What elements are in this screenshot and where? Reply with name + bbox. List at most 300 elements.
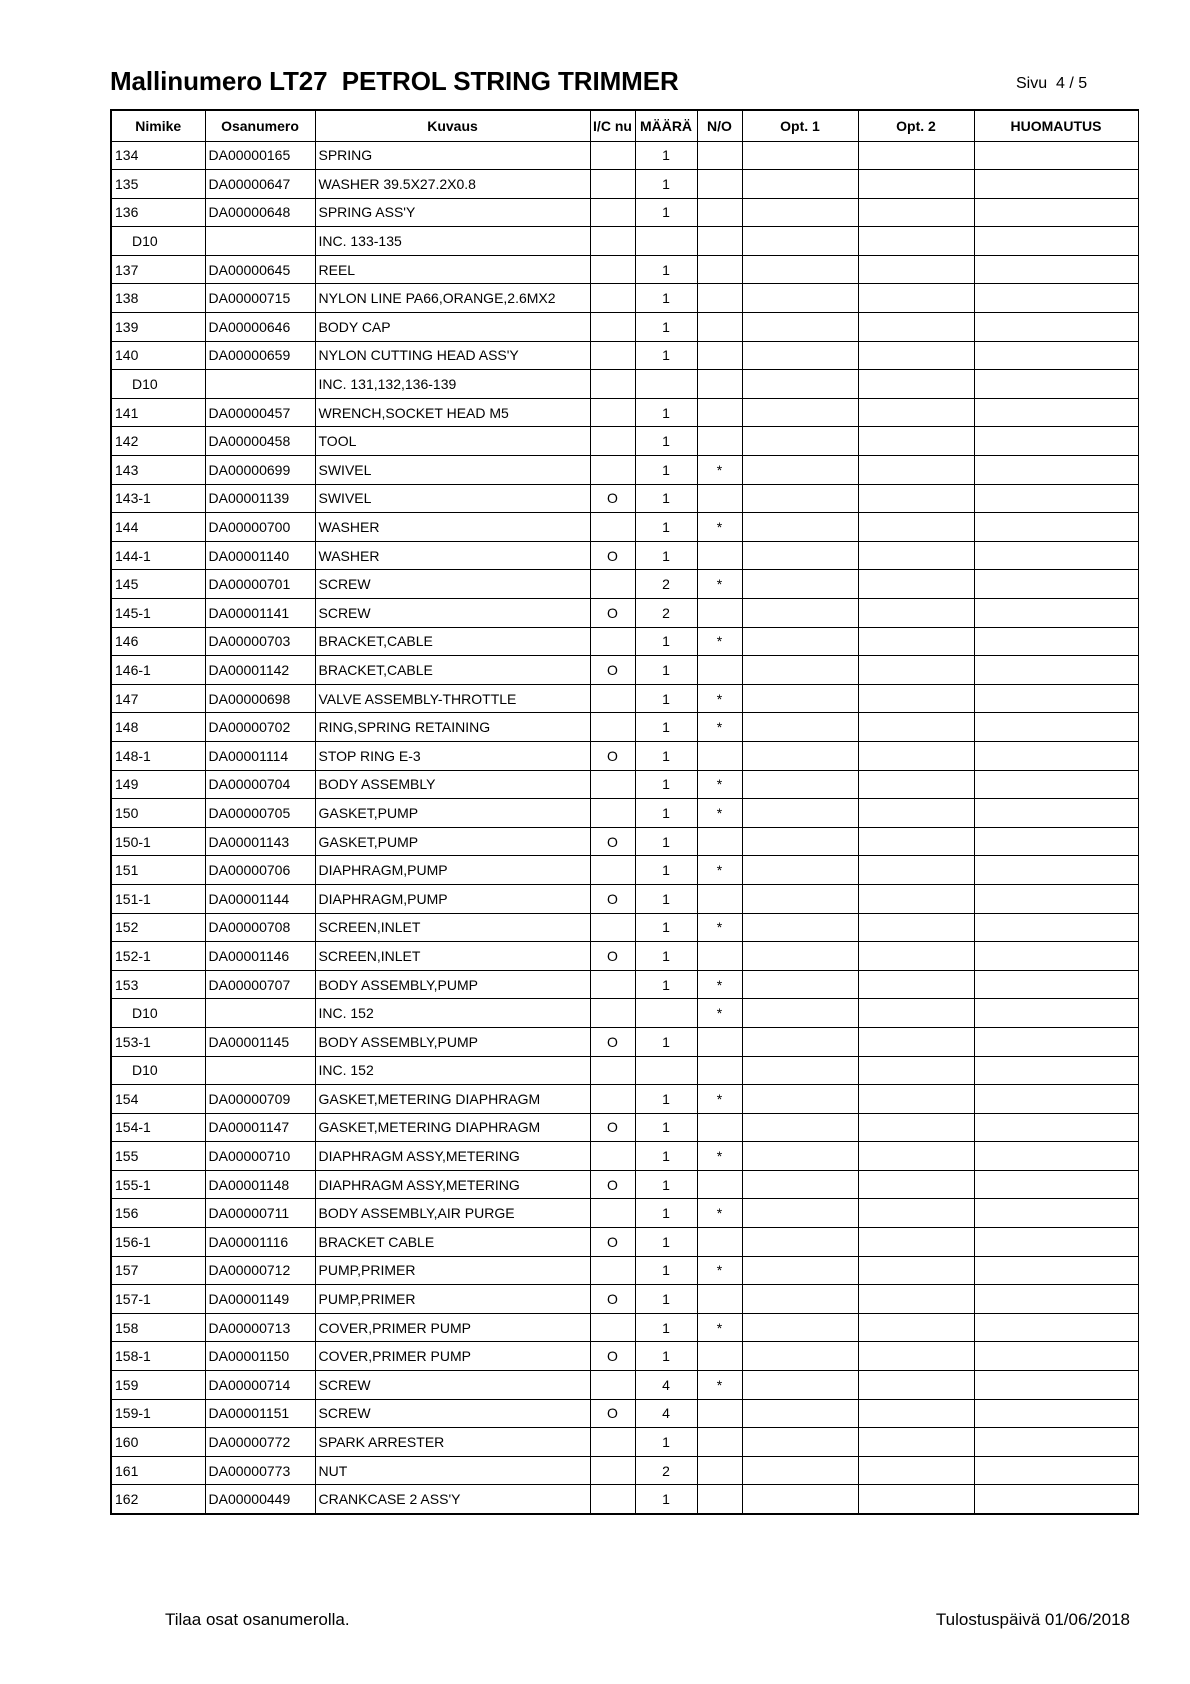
opt1-cell [742,1428,858,1457]
part-number [205,999,315,1028]
item-number: 146 [111,627,205,656]
quantity: 4 [635,1399,697,1428]
table-row [111,141,1138,170]
no-mark: * [697,713,742,742]
quantity: 1 [635,1027,697,1056]
description: SWIVEL [315,484,590,513]
opt1-cell [742,570,858,599]
description: VALVE ASSEMBLY-THROTTLE [315,684,590,713]
opt2-cell [858,627,974,656]
remark-cell [974,1428,1138,1457]
part-number: DA00000701 [205,570,315,599]
quantity: 1 [635,1285,697,1314]
quantity: 1 [635,1313,697,1342]
remark-cell [974,1399,1138,1428]
opt1-cell [742,1170,858,1199]
item-number: 153 [111,970,205,999]
opt1-cell [742,255,858,284]
table-row [111,1142,1138,1171]
opt1-cell [742,884,858,913]
item-number: D10 [111,999,205,1028]
item-number: 152 [111,913,205,942]
opt1-cell [742,1256,858,1285]
no-mark [697,1399,742,1428]
part-number: DA00000646 [205,313,315,342]
quantity: 2 [635,599,697,628]
description: DIAPHRAGM ASSY,METERING [315,1142,590,1171]
quantity: 1 [635,1256,697,1285]
ic-number [590,198,635,227]
remark-cell [974,856,1138,885]
ic-number [590,970,635,999]
table-row [111,1113,1138,1142]
description: INC. 131,132,136-139 [315,370,590,399]
quantity: 1 [635,799,697,828]
opt1-cell [742,942,858,971]
quantity: 1 [635,856,697,885]
col-header-osanumero: Osanumero [205,110,315,141]
part-number: DA00000457 [205,398,315,427]
no-mark [697,1456,742,1485]
opt2-cell [858,856,974,885]
quantity: 1 [635,1428,697,1457]
col-header-opt2: Opt. 2 [858,110,974,141]
opt1-cell [742,1342,858,1371]
item-number: 146-1 [111,656,205,685]
description: BODY ASSEMBLY,PUMP [315,970,590,999]
description: GASKET,METERING DIAPHRAGM [315,1113,590,1142]
part-number: DA00000700 [205,513,315,542]
no-mark: * [697,513,742,542]
remark-cell [974,942,1138,971]
item-number: 159-1 [111,1399,205,1428]
ic-number [590,627,635,656]
description: WASHER 39.5X27.2X0.8 [315,170,590,199]
ic-number [590,1371,635,1400]
table-row [111,541,1138,570]
part-number [205,370,315,399]
quantity: 1 [635,884,697,913]
part-number: DA00000659 [205,341,315,370]
remark-cell [974,1485,1138,1514]
table-row [111,1456,1138,1485]
opt1-cell [742,599,858,628]
opt2-cell [858,370,974,399]
opt1-cell [742,856,858,885]
description: SPARK ARRESTER [315,1428,590,1457]
table-row [111,227,1138,256]
item-number: 155-1 [111,1170,205,1199]
ic-number [590,370,635,399]
opt2-cell [858,1371,974,1400]
quantity: 1 [635,198,697,227]
quantity: 1 [635,1199,697,1228]
no-mark [697,656,742,685]
no-mark [697,942,742,971]
opt2-cell [858,1199,974,1228]
description: NYLON CUTTING HEAD ASS'Y [315,341,590,370]
part-number: DA00000707 [205,970,315,999]
description: BODY ASSEMBLY [315,770,590,799]
remark-cell [974,656,1138,685]
opt2-cell [858,599,974,628]
opt2-cell [858,827,974,856]
table-row [111,970,1138,999]
col-header-nimike: Nimike [111,110,205,141]
description: BRACKET,CABLE [315,627,590,656]
opt1-cell [742,1313,858,1342]
item-number: 162 [111,1485,205,1514]
ic-number [590,141,635,170]
no-mark [697,1285,742,1314]
ic-number [590,999,635,1028]
opt1-cell [742,198,858,227]
remark-cell [974,599,1138,628]
no-mark: * [697,770,742,799]
no-mark [697,284,742,313]
item-number: 140 [111,341,205,370]
opt2-cell [858,1399,974,1428]
table-row [111,770,1138,799]
page-title: Mallinumero LT27 PETROL STRING TRIMMER [110,66,679,96]
remark-cell [974,427,1138,456]
item-number: 143 [111,456,205,485]
ic-number [590,684,635,713]
remark-cell [974,513,1138,542]
item-number: D10 [111,227,205,256]
ic-number: O [590,827,635,856]
description: PUMP,PRIMER [315,1256,590,1285]
part-number: DA00000449 [205,1485,315,1514]
opt2-cell [858,1085,974,1114]
opt2-cell [858,313,974,342]
opt2-cell [858,141,974,170]
remark-cell [974,684,1138,713]
remark-cell [974,484,1138,513]
table-row [111,484,1138,513]
remark-cell [974,1056,1138,1085]
opt1-cell [742,513,858,542]
description: INC. 152 [315,999,590,1028]
ic-number [590,1256,635,1285]
ic-number [590,255,635,284]
item-number: 137 [111,255,205,284]
quantity: 1 [635,913,697,942]
opt2-cell [858,1285,974,1314]
ic-number: O [590,741,635,770]
item-number: 149 [111,770,205,799]
table-row [111,1285,1138,1314]
ic-number: O [590,599,635,628]
part-number: DA00000645 [205,255,315,284]
remark-cell [974,1199,1138,1228]
remark-cell [974,541,1138,570]
opt2-cell [858,570,974,599]
no-mark [697,1113,742,1142]
ic-number: O [590,884,635,913]
item-number: 143-1 [111,484,205,513]
part-number: DA00001114 [205,741,315,770]
item-number: D10 [111,370,205,399]
item-number: 154-1 [111,1113,205,1142]
item-number: 158 [111,1313,205,1342]
remark-cell [974,141,1138,170]
remark-cell [974,1285,1138,1314]
remark-cell [974,1027,1138,1056]
part-number: DA00000772 [205,1428,315,1457]
description: INC. 152 [315,1056,590,1085]
quantity [635,999,697,1028]
table-row [111,313,1138,342]
item-number: 148 [111,713,205,742]
item-number: 161 [111,1456,205,1485]
no-mark: * [697,913,742,942]
table-header [111,110,1138,141]
description: SCREEN,INLET [315,913,590,942]
table-row [111,1313,1138,1342]
table-body [111,141,1138,1514]
remark-cell [974,884,1138,913]
description: SPRING ASS'Y [315,198,590,227]
opt2-cell [858,684,974,713]
no-mark [697,1485,742,1514]
table-row [111,741,1138,770]
description: CRANKCASE 2 ASS'Y [315,1485,590,1514]
opt1-cell [742,227,858,256]
description: COVER,PRIMER PUMP [315,1342,590,1371]
item-number: 155 [111,1142,205,1171]
part-number: DA00001148 [205,1170,315,1199]
item-number: 151-1 [111,884,205,913]
quantity: 1 [635,1142,697,1171]
no-mark [697,599,742,628]
table-row [111,799,1138,828]
opt2-cell [858,541,974,570]
opt1-cell [742,684,858,713]
table-row [111,1399,1138,1428]
opt1-cell [742,370,858,399]
opt2-cell [858,284,974,313]
ic-number: O [590,942,635,971]
opt2-cell [858,999,974,1028]
opt1-cell [742,1399,858,1428]
opt1-cell [742,799,858,828]
table-row [111,198,1138,227]
remark-cell [974,370,1138,399]
part-number: DA00000713 [205,1313,315,1342]
opt1-cell [742,541,858,570]
ic-number [590,170,635,199]
opt2-cell [858,799,974,828]
remark-cell [974,713,1138,742]
opt1-cell [742,1199,858,1228]
part-number: DA00001143 [205,827,315,856]
description: NYLON LINE PA66,ORANGE,2.6MX2 [315,284,590,313]
quantity: 1 [635,1170,697,1199]
opt2-cell [858,713,974,742]
table-row [111,370,1138,399]
remark-cell [974,1313,1138,1342]
table-row [111,284,1138,313]
remark-cell [974,198,1138,227]
item-number: 152-1 [111,942,205,971]
quantity: 1 [635,541,697,570]
opt2-cell [858,1228,974,1257]
quantity: 2 [635,570,697,599]
opt2-cell [858,1313,974,1342]
part-number: DA00001142 [205,656,315,685]
description: COVER,PRIMER PUMP [315,1313,590,1342]
no-mark [697,1027,742,1056]
remark-cell [974,999,1138,1028]
opt2-cell [858,227,974,256]
opt2-cell [858,484,974,513]
col-header-opt1: Opt. 1 [742,110,858,141]
ic-number [590,1313,635,1342]
opt1-cell [742,1027,858,1056]
item-number: 144-1 [111,541,205,570]
part-number: DA00001145 [205,1027,315,1056]
ic-number [590,913,635,942]
ic-number [590,1199,635,1228]
quantity: 1 [635,141,697,170]
part-number: DA00000647 [205,170,315,199]
remark-cell [974,227,1138,256]
part-number: DA00001147 [205,1113,315,1142]
no-mark [697,484,742,513]
quantity: 1 [635,341,697,370]
opt1-cell [742,1056,858,1085]
remark-cell [974,170,1138,199]
description: STOP RING E-3 [315,741,590,770]
item-number: 145 [111,570,205,599]
part-number: DA00000712 [205,1256,315,1285]
remark-cell [974,456,1138,485]
ic-number [590,341,635,370]
item-number: 157-1 [111,1285,205,1314]
part-number: DA00000705 [205,799,315,828]
opt2-cell [858,770,974,799]
col-header-kuvaus: Kuvaus [315,110,590,141]
ic-number: O [590,541,635,570]
remark-cell [974,913,1138,942]
quantity: 1 [635,398,697,427]
table-row [111,913,1138,942]
opt2-cell [858,942,974,971]
item-number: 150-1 [111,827,205,856]
no-mark: * [697,799,742,828]
description: SCREW [315,1399,590,1428]
opt1-cell [742,141,858,170]
opt1-cell [742,398,858,427]
remark-cell [974,799,1138,828]
description: DIAPHRAGM,PUMP [315,884,590,913]
quantity: 1 [635,170,697,199]
quantity: 2 [635,1456,697,1485]
ic-number: O [590,484,635,513]
ic-number [590,570,635,599]
opt1-cell [742,770,858,799]
item-number: 147 [111,684,205,713]
description: TOOL [315,427,590,456]
item-number: 138 [111,284,205,313]
opt2-cell [858,1170,974,1199]
table-row [111,570,1138,599]
item-number: 160 [111,1428,205,1457]
description: GASKET,PUMP [315,799,590,828]
no-mark [697,141,742,170]
ic-number: O [590,1027,635,1056]
opt2-cell [858,427,974,456]
remark-cell [974,827,1138,856]
no-mark [697,827,742,856]
opt1-cell [742,170,858,199]
quantity: 1 [635,484,697,513]
table-row [111,1170,1138,1199]
ic-number: O [590,656,635,685]
table-row [111,456,1138,485]
part-number: DA00001139 [205,484,315,513]
opt1-cell [742,827,858,856]
quantity: 1 [635,827,697,856]
table-row [111,856,1138,885]
table-row [111,1199,1138,1228]
no-mark: * [697,684,742,713]
quantity: 1 [635,1342,697,1371]
description: WRENCH,SOCKET HEAD M5 [315,398,590,427]
description: REEL [315,255,590,284]
part-number: DA00000703 [205,627,315,656]
part-number: DA00000702 [205,713,315,742]
table-row [111,827,1138,856]
ic-number [590,1142,635,1171]
table-row [111,656,1138,685]
remark-cell [974,770,1138,799]
opt1-cell [742,313,858,342]
no-mark [697,1056,742,1085]
description: PUMP,PRIMER [315,1285,590,1314]
no-mark: * [697,1142,742,1171]
opt2-cell [858,1428,974,1457]
opt1-cell [742,484,858,513]
ic-number [590,284,635,313]
part-number: DA00000708 [205,913,315,942]
opt2-cell [858,1142,974,1171]
no-mark [697,541,742,570]
quantity: 1 [635,970,697,999]
quantity: 1 [635,1485,697,1514]
ic-number: O [590,1399,635,1428]
description: SWIVEL [315,456,590,485]
print-date: Tulostuspäivä 01/06/2018 [935,1610,1130,1629]
ic-number [590,456,635,485]
remark-cell [974,398,1138,427]
no-mark [697,1228,742,1257]
ic-number [590,1456,635,1485]
quantity: 4 [635,1371,697,1400]
no-mark [697,398,742,427]
opt1-cell [742,1285,858,1314]
part-number: DA00000704 [205,770,315,799]
table-row [111,599,1138,628]
no-mark [697,341,742,370]
item-number: 156 [111,1199,205,1228]
description: DIAPHRAGM ASSY,METERING [315,1170,590,1199]
ic-number [590,398,635,427]
description: SCREW [315,1371,590,1400]
item-number: D10 [111,1056,205,1085]
quantity: 1 [635,656,697,685]
